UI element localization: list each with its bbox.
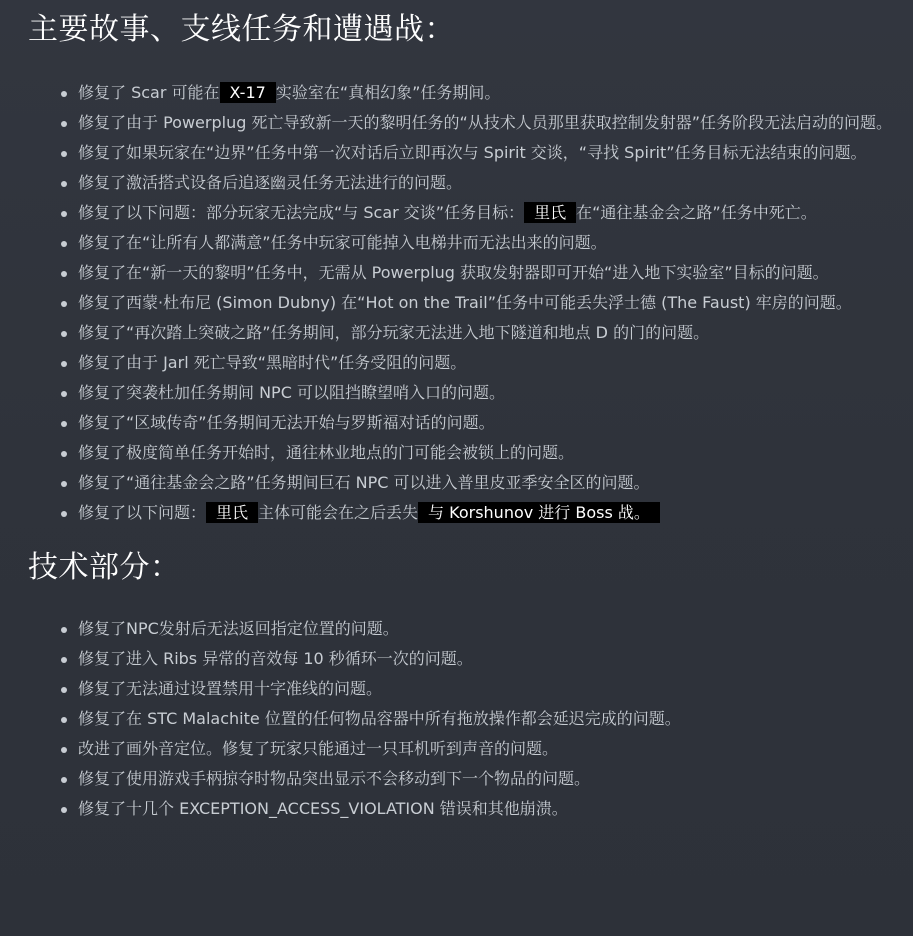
list-item: 修复了突袭杜加任务期间 NPC 可以阻挡瞭望哨入口的问题。 [78, 381, 893, 405]
section-title-story: 主要故事、支线任务和遭遇战： [28, 12, 455, 47]
list-item: 修复了无法通过设置禁用十字准线的问题。 [78, 677, 893, 701]
list-item: 改进了画外音定位。修复了玩家只能通过一只耳机听到声音的问题。 [78, 737, 893, 761]
list-item: 修复了激活搭式设备后追逐幽灵任务无法进行的问题。 [78, 171, 893, 195]
spoiler-text[interactable]: 里氏 [206, 502, 258, 523]
story-fixes-list [28, 81, 893, 525]
list-item: 修复了 Scar 可能在 X-17 实验室在“真相幻象”任务期间。 [78, 81, 893, 105]
list-item: 修复了由于 Powerplug 死亡导致新一天的黎明任务的“从技术人员那里获取控制发射器”任务阶段无法启动的问题。 [78, 111, 893, 135]
list-item: 修复了使用游戏手柄掠夺时物品突出显示不会移动到下一个物品的问题。 [78, 767, 893, 791]
list-item: 修复了NPC发射后无法返回指定位置的问题。 [78, 617, 893, 641]
list-item: 修复了由于 Jarl 死亡导致“黑暗时代”任务受阻的问题。 [78, 351, 893, 375]
list-item: 修复了进入 Ribs 异常的音效每 10 秒循环一次的问题。 [78, 647, 893, 671]
list-item: 修复了以下问题：部分玩家无法完成“与 Scar 交谈”任务目标： 里氏 在“通往基金会之路”任务中死亡。 [78, 201, 893, 225]
list-item: 修复了西蒙·杜布尼 (Simon Dubny) 在“Hot on the Trail”任务中可能丢失浮士德 (The Faust) 牢房的问题。 [78, 291, 893, 315]
list-item: 修复了在 STC Malachite 位置的任何物品容器中所有拖放操作都会延迟完成的问题。 [78, 707, 893, 731]
spoiler-text[interactable]: 与 Korshunov 进行 Boss 战。 [418, 502, 660, 523]
section-title-technical: 技术部分： [28, 550, 181, 585]
list-item: 修复了在“新一天的黎明”任务中，无需从 Powerplug 获取发射器即可开始“进入地下实验室”目标的问题。 [78, 261, 893, 285]
list-item: 修复了极度简单任务开始时，通往林业地点的门可能会被锁上的问题。 [78, 441, 893, 465]
list-item: 修复了以下问题： 里氏 主体可能会在之后丢失 与 Korshunov 进行 Boss 战。 [78, 501, 893, 525]
list-item: 修复了“再次踏上突破之路”任务期间，部分玩家无法进入地下隧道和地点 D 的门的问题。 [78, 321, 893, 345]
list-item: 修复了如果玩家在“边界”任务中第一次对话后立即再次与 Spirit 交谈，“寻找 Spirit”任务目标无法结束的问题。 [78, 141, 893, 165]
list-item: 修复了在“让所有人都满意”任务中玩家可能掉入电梯井而无法出来的问题。 [78, 231, 893, 255]
list-item: 修复了“通往基金会之路”任务期间巨石 NPC 可以进入普里皮亚季安全区的问题。 [78, 471, 893, 495]
list-item: 修复了十几个 EXCEPTION_ACCESS_VIOLATION 错误和其他崩溃。 [78, 797, 893, 821]
technical-fixes-list [28, 617, 893, 821]
spoiler-text[interactable]: 里氏 [524, 202, 576, 223]
list-item: 修复了“区域传奇”任务期间无法开始与罗斯福对话的问题。 [78, 411, 893, 435]
spoiler-text[interactable]: X-17 [220, 82, 276, 103]
